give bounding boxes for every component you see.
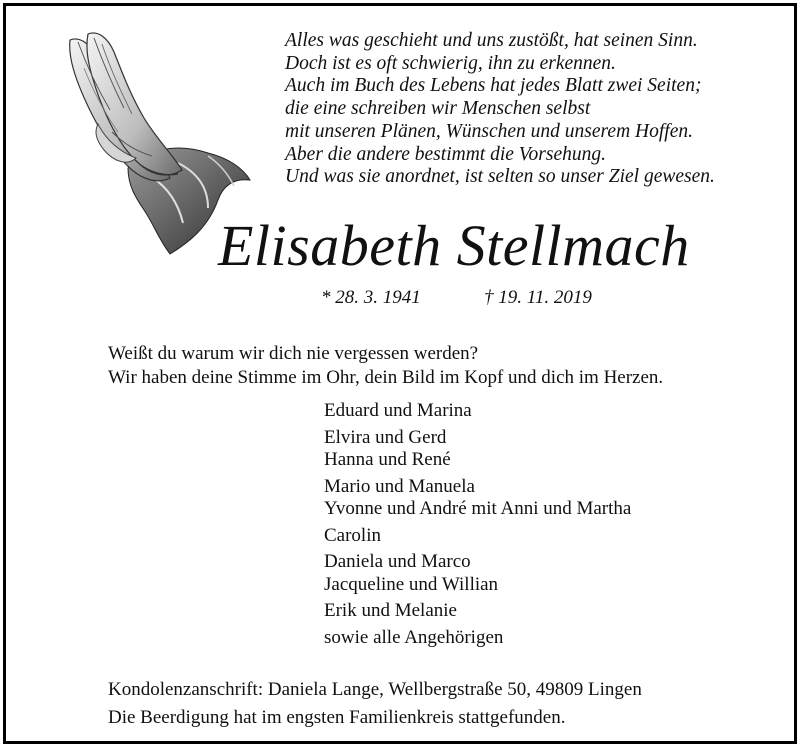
mourner-line: Elvira und Gerd — [324, 426, 447, 448]
mourner-group — [324, 400, 784, 423]
mourner-line: Erik und Melanie — [324, 600, 457, 621]
mourner-line: sowie alle Angehörigen — [324, 626, 504, 648]
birth-date: * 28. 3. 1941 — [321, 287, 421, 308]
poem-line: mit unseren Plänen, Wünschen und unserem Hoffen. — [285, 120, 693, 142]
poem-line: Alles was geschieht und uns zustößt, hat seinen Sinn. — [285, 30, 698, 51]
condolence-address: Kondolenzanschrift: Daniela Lange, Wellbergstraße 50, 49809 Lingen — [108, 679, 642, 700]
funeral-note: Die Beerdigung hat im engsten Familienkreis stattgefunden. — [108, 707, 566, 728]
mourner-group — [324, 627, 784, 650]
mourner-line: Carolin — [324, 524, 381, 546]
mourner-line: Eduard und Marina — [324, 400, 472, 421]
poem — [285, 30, 790, 189]
deceased-name: Elisabeth Stellmach — [218, 213, 690, 278]
mourner-group — [324, 551, 784, 596]
mourner-group — [324, 476, 784, 521]
memorial-quote — [108, 342, 728, 390]
obituary-notice — [3, 3, 797, 744]
notice-footer — [108, 676, 748, 732]
death-date: † 19. 11. 2019 — [484, 287, 592, 308]
quote-line: Wir haben deine Stimme im Ohr, dein Bild im Kopf und dich im Herzen. — [108, 367, 664, 388]
quote-line: Weißt du warum wir dich nie vergessen werden? — [108, 343, 479, 364]
mourner-group — [324, 525, 784, 548]
poem-line: Doch ist es oft schwierig, ihn zu erkennen. — [285, 52, 616, 74]
mourner-line: Jacqueline und Willian — [324, 573, 499, 595]
mourner-group — [324, 600, 784, 623]
mourner-line: Hanna und René — [324, 449, 451, 470]
mourners-list — [324, 400, 784, 653]
mourner-group — [324, 427, 784, 472]
poem-line: die eine schreiben wir Menschen selbst — [285, 98, 591, 120]
mourner-line: Yvonne und André mit Anni und Martha — [324, 498, 632, 519]
mourner-line: Mario und Manuela — [324, 475, 475, 497]
poem-line: Auch im Buch des Lebens hat jedes Blatt zwei Seiten; — [285, 75, 702, 97]
mourner-line: Daniela und Marco — [324, 551, 471, 572]
poem-line: Aber die andere bestimmt die Vorsehung. — [285, 143, 606, 165]
poem-line: Und was sie anordnet, ist selten so unser Ziel gewesen. — [285, 166, 715, 188]
